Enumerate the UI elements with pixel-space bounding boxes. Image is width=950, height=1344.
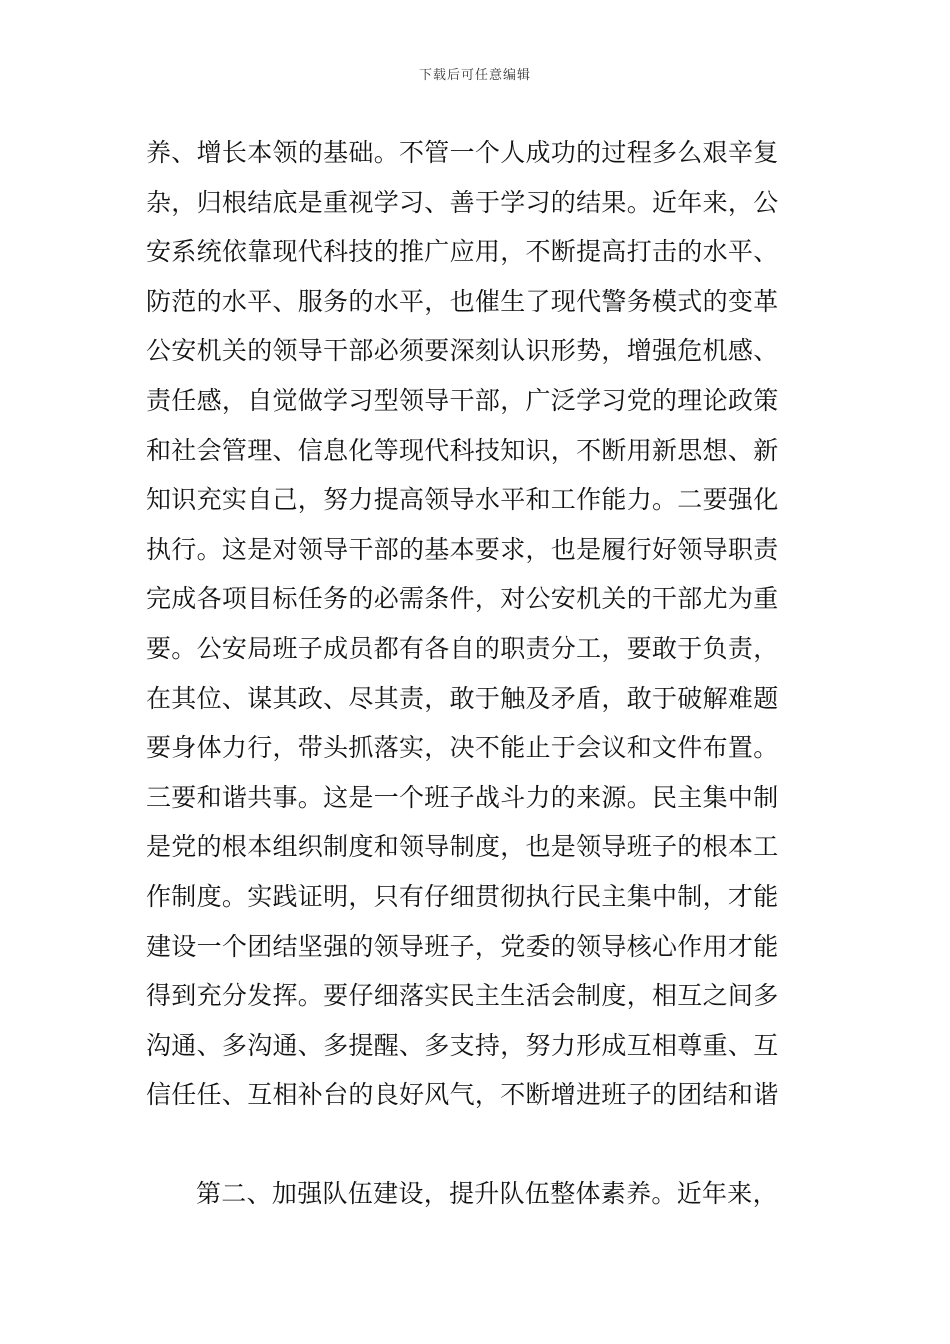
text-line: 信任任、互相补台的良好风气，不断增进班子的团结和谐 — [146, 1080, 779, 1110]
section-heading-paragraph: 第二、加强队伍建设，提升队伍整体素养。近年来， — [196, 1179, 778, 1208]
text-line: 公安机关的领导干部必须要深刻认识形势，增强危机感、 — [146, 336, 779, 366]
text-line: 要。公安局班子成员都有各自的职责分工，要敢于负责， — [146, 633, 779, 663]
text-line: 杂，归根结底是重视学习、善于学习的结果。近年来，公 — [146, 187, 779, 217]
text-line: 沟通、多沟通、多提醒、多支持，努力形成互相尊重、互 — [146, 1030, 779, 1060]
text-line: 养、增长本领的基础。不管一个人成功的过程多么艰辛复 — [146, 138, 779, 167]
body-paragraph — [146, 128, 806, 1120]
text-line: 建设一个团结坚强的领导班子，党委的领导核心作用才能 — [146, 931, 779, 961]
text-line: 知识充实自己，努力提高领导水平和工作能力。二要强化 — [146, 485, 779, 515]
text-line: 要身体力行，带头抓落实，决不能止于会议和文件布置。 — [146, 733, 779, 763]
text-line: 防范的水平、服务的水平，也催生了现代警务模式的变革 — [146, 286, 779, 316]
text-line: 责任感，自觉做学习型领导干部，广泛学习党的理论政策 — [146, 385, 779, 415]
text-line: 完成各项目标任务的必需条件，对公安机关的干部尤为重 — [146, 584, 779, 614]
text-line: 在其位、谋其政、尽其责，敢于触及矛盾，敢于破解难题 — [146, 683, 779, 713]
text-line: 三要和谐共事。这是一个班子战斗力的来源。民主集中制 — [146, 782, 779, 812]
page-header: 下载后可任意编辑 — [418, 68, 531, 83]
text-line: 执行。这是对领导干部的基本要求，也是履行好领导职责 — [146, 534, 779, 564]
text-line: 作制度。实践证明，只有仔细贯彻执行民主集中制，才能 — [146, 881, 779, 911]
text-line: 得到充分发挥。要仔细落实民主生活会制度，相互之间多 — [146, 981, 779, 1011]
text-line: 安系统依靠现代科技的推广应用，不断提高打击的水平、 — [146, 237, 779, 267]
text-line: 和社会管理、信息化等现代科技知识，不断用新思想、新 — [146, 435, 779, 465]
text-line: 是党的根本组织制度和领导制度，也是领导班子的根本工 — [146, 832, 779, 862]
